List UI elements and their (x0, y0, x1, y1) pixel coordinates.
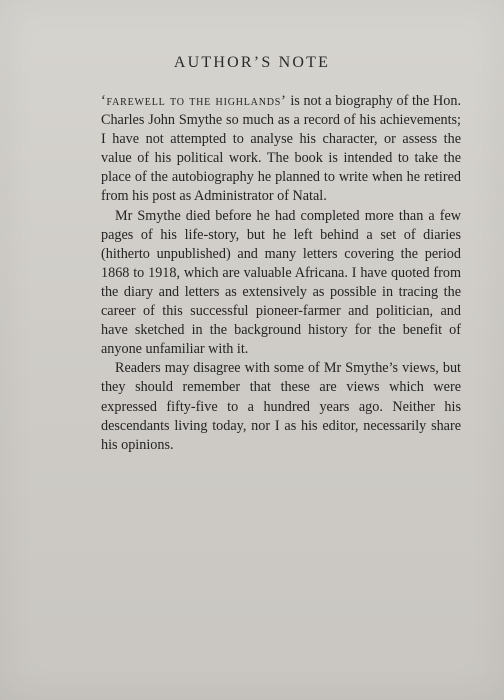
paragraph-1-text: is not a biography of the Hon. Charles John Smythe so much as a record of his achievements; I have not attempted to analyse his character, or assess the value of his political work. The book is intended to take the place of the autobiography he planned to write when he retired from his post as Administrator of Natal. (101, 93, 461, 205)
page-title: AUTHOR’S NOTE (173, 54, 331, 71)
paragraph-3: Readers may disagree with some of Mr Smythe’s views, but they should remember that these are views which were expressed fifty-five to a hundred years ago. Neither his descendants living today, nor I as his editor, necessarily share his opinions. (101, 360, 461, 453)
paragraph-2: Mr Smythe died before he had completed more than a few pages of his life-story, but he left behind a set of diaries (hitherto unpublished) and many letters covering the period 1868 to 1918, which are valuable Africana. I have quoted from the diary and letters as extensively as possible in tracing the career of this successful pioneer-farmer and politician, and have sketched in the background history for the benefit of anyone unfamiliar with it. (101, 207, 461, 358)
book-title-lead: ‘farewell to the highlands’ (101, 93, 287, 109)
page-body (101, 92, 461, 455)
paragraph-1 (101, 92, 461, 207)
